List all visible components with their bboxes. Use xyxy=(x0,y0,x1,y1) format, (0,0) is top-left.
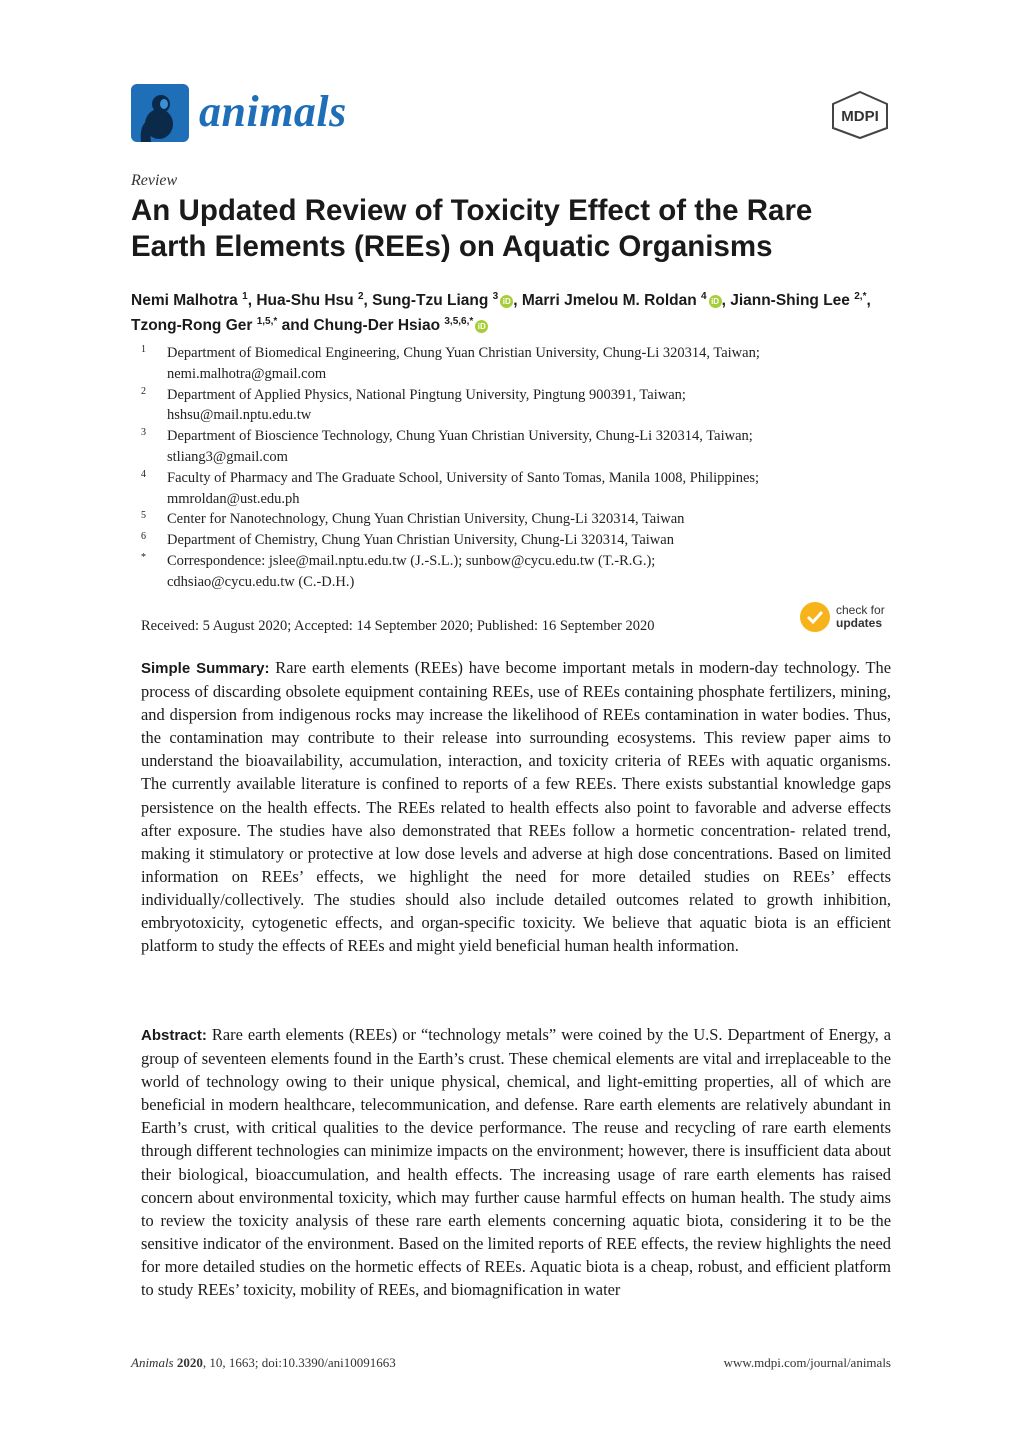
affiliation-item xyxy=(141,509,891,530)
author-affiliation-mark: 2 xyxy=(357,290,364,302)
affiliation-mark: 2 xyxy=(141,385,146,397)
mdpi-logo xyxy=(829,90,891,140)
affiliation-text: Department of Biomedical Engineering, Chung Yuan Christian University, Chung-Li 320314, Taiwan; xyxy=(167,345,760,361)
author-separator: , xyxy=(513,292,522,309)
affiliation-item xyxy=(141,343,891,385)
affiliation-text: Department of Bioscience Technology, Chung Yuan Christian University, Chung-Li 320314, Taiwan; xyxy=(167,428,753,445)
abstract xyxy=(141,1023,891,1301)
footer-citation: , 10, 1663; doi:10.3390/ani10091663 xyxy=(202,1355,396,1370)
publication-dates: Received: 5 August 2020; Accepted: 14 September 2020; Published: 16 September 2020 xyxy=(141,618,655,634)
author-separator: and xyxy=(277,317,314,334)
author-name: Nemi Malhotra xyxy=(131,292,238,309)
check-for-updates-button[interactable] xyxy=(800,602,892,636)
publisher-name: MDPI xyxy=(841,108,879,125)
author-affiliation-mark: 1,5,* xyxy=(256,315,278,327)
author-name: Chung-Der Hsiao xyxy=(313,317,441,334)
journal-url-link[interactable]: www.mdpi.com/journal/animals xyxy=(723,1355,891,1370)
author-separator: , xyxy=(721,292,731,309)
check-updates-line2: updates xyxy=(836,616,883,630)
author-name: Hua-Shu Hsu xyxy=(256,292,354,309)
author-affiliation-mark: 3,5,6,* xyxy=(444,315,474,327)
affiliation-email[interactable]: stliang3@gmail.com xyxy=(167,448,288,465)
author-affiliation-mark: 2,* xyxy=(854,290,867,302)
affiliation-item xyxy=(141,385,891,427)
author-name: Tzong-Rong Ger xyxy=(131,317,253,334)
affiliation-mark: 1 xyxy=(141,344,146,355)
author-separator: , xyxy=(866,292,871,309)
author-list xyxy=(131,288,891,338)
affiliation-list xyxy=(141,343,891,593)
article-title: An Updated Review of Toxicity Effect of the Rare Earth Elements (REEs) on Aquatic Organisms xyxy=(131,194,813,263)
simple-summary-text: Rare earth elements (REEs) have become important metals in modern-day technology. The process of discarding obsolete equipment containing REEs, use of REEs containing phosphate fertilizers, mining, and dispersion from indigenous rocks may increase the likelihood of REEs contamination in water bodies. Thus, the contamination may contribute to their release into surrounding ecosystems. This review paper aims to understand the bioavailability, accumulation, interaction, and toxicity criteria of REEs with aquatic organisms. The currently available literature is confined to reports of a few REEs. There exists substantial knowledge gaps persistence on the health effects. The REEs related to health effects also point to favorable and adverse effects after exposure. The studies have also demonstrated that REEs follow a hormetic concentration- related trend, making it stimulatory or protective at low dose levels and adverse at high dose concentrations. Based on limited information on REEs’ effects, we highlight the need for more detailed studies on REEs’ effects individually/collectively. The studies should also include detailed outcomes related to growth inhibition, embryotoxicity, cytogenetic effects, and organ-specific toxicity. We believe that aquatic biota is an efficient platform to study the effects of REEs and might yield beneficial human health information. xyxy=(141,658,891,956)
simple-summary-label: Simple Summary: xyxy=(141,660,270,677)
affiliation-text: Faculty of Pharmacy and The Graduate School, University of Santo Tomas, Manila 1008, Philippines; xyxy=(167,469,760,486)
monkey-logo-icon xyxy=(131,84,189,142)
orcid-icon[interactable]: iD xyxy=(709,295,722,308)
check-updates-line1: check for xyxy=(836,603,885,617)
footer-year: 2020 xyxy=(176,1355,203,1370)
affiliation-text: Department of Applied Physics, National Pingtung University, Pingtung 900391, Taiwan; xyxy=(167,386,686,403)
affiliation-email[interactable]: hshsu@mail.nptu.edu.tw xyxy=(167,407,312,424)
affiliation-email[interactable]: cdhsiao@cycu.edu.tw (C.-D.H.) xyxy=(167,573,355,590)
affiliation-email[interactable]: nemi.malhotra@gmail.com xyxy=(167,365,327,382)
simple-summary xyxy=(141,656,891,957)
affiliation-mark: 4 xyxy=(141,468,146,480)
journal-header xyxy=(131,84,891,148)
journal-name: animals xyxy=(199,87,347,136)
author-name: Jiann-Shing Lee xyxy=(730,292,850,309)
affiliation-text: Center for Nanotechnology, Chung Yuan Christian University, Chung-Li 320314, Taiwan xyxy=(167,511,685,528)
footer-journal: Animals xyxy=(131,1355,174,1370)
article-type: Review xyxy=(131,172,178,189)
author-separator: , xyxy=(247,292,257,309)
check-updates-icon xyxy=(800,602,830,632)
affiliation-item xyxy=(141,530,891,551)
affiliation-mark: 6 xyxy=(141,531,146,543)
abstract-text: Rare earth elements (REEs) or “technology metals” were coined by the U.S. Department of Energy, a group of seventeen elements found in the Earth’s crust. These chemical elements are vital and irreplaceable to the world of technology owing to their unique physical, chemical, and light-emitting properties, all of which are beneficial in modern healthcare, telecommunication, and defense. Rare earth elements are relatively abundant in Earth’s crust, with critical qualities to the device performance. The reuse and recycling of rare earth elements through different technologies can minimize impacts on the environment; however, there is insufficient data about their biological, bioaccumulation, and health effects. The increasing usage of rare earth elements has raised concern about environmental toxicity, which may further cause harmful effects on human health. The study aims to review the toxicity analysis of these rare earth elements concerning aquatic biota, considering it to be the sensitive indicator of the environment. Based on the limited reports of REE effects, the review highlights the need for more detailed studies on the hormetic effects of REEs. Aquatic biota is a cheap, robust, and efficient platform to study REEs’ toxicity, mobility of REEs, and biomagnification in water xyxy=(141,1025,891,1300)
orcid-icon[interactable]: iD xyxy=(475,320,488,333)
affiliation-item xyxy=(141,551,891,593)
affiliation-text: Department of Chemistry, Chung Yuan Christian University, Chung-Li 320314, Taiwan xyxy=(167,532,674,549)
author-separator: , xyxy=(363,292,373,309)
affiliation-mark: 3 xyxy=(141,427,146,439)
affiliation-text: Correspondence: jslee@mail.nptu.edu.tw (J.-S.L.); sunbow@cycu.edu.tw (T.-R.G.); xyxy=(167,552,656,569)
affiliation-mark: * xyxy=(141,551,146,563)
affiliation-item xyxy=(141,468,891,510)
author-affiliation-mark: 3 xyxy=(492,290,499,302)
author-affiliation-mark: 4 xyxy=(701,290,707,302)
author-name: Marri Jmelou M. Roldan xyxy=(521,292,697,309)
citation xyxy=(131,1355,396,1371)
abstract-label: Abstract: xyxy=(141,1027,207,1044)
orcid-icon[interactable]: iD xyxy=(500,295,513,308)
affiliation-mark: 5 xyxy=(141,510,146,522)
author-name: Sung-Tzu Liang xyxy=(372,292,489,309)
affiliation-email[interactable]: mmroldan@ust.edu.ph xyxy=(167,490,300,507)
author-affiliation-mark: 1 xyxy=(242,290,248,302)
affiliation-item xyxy=(141,426,891,468)
